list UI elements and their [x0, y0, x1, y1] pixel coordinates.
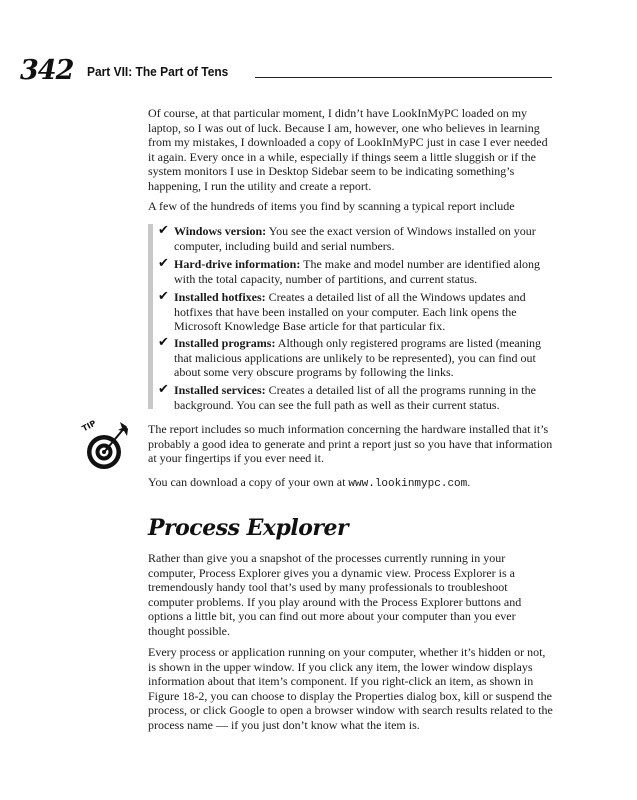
download-prefix: You can download a copy of your own at	[148, 475, 349, 489]
list-item	[158, 257, 554, 286]
check-icon: ✔	[158, 256, 169, 271]
intro-paragraph: Of course, at that particular moment, I didn’t have LookInMyPC loaded on my laptop, so I was out of luck. Because I am, however, one who believes in learning from my mistakes, I downloaded a copy of LookInMyPC just in case I ever needed it again. Every once in a while, especially if things seem a little sluggish or if the system monitors I use in Desktop Sidebar seem to be indicating something’s happening, I run the utility and create a report.	[148, 106, 548, 193]
bullet-desc: You see the exact version of Windows installed on your computer, including build and serial numbers.	[174, 224, 536, 253]
bullet-desc: Although only registered programs are listed (meaning that malicious applications are unlikely to be represented), you can find out about some very obscure programs by following the links.	[174, 336, 542, 380]
tip-paragraph: The report includes so much information concerning the hardware installed that it’s probably a good idea to generate and print a report just so you have that information at your fingertips if you ever need it.	[148, 422, 553, 466]
bullet-list	[148, 224, 553, 410]
bullet-desc: Creates a detailed list of all the programs running in the background. You can see the full path as well as their current status.	[174, 383, 536, 412]
list-item	[158, 336, 554, 380]
download-paragraph	[148, 475, 553, 492]
bullet-term: Hard-drive information:	[174, 257, 301, 271]
download-url[interactable]: www.lookinmypc.com	[348, 478, 468, 490]
bullet-term: Installed programs:	[174, 336, 276, 350]
tip-target-icon	[80, 412, 136, 474]
bullet-desc: Creates a detailed list of all the Windows updates and hotfixes that have been installed on your computer. Each link opens the Microsoft Knowledge Base article for that particular fix.	[174, 290, 526, 334]
bullet-term: Windows version:	[174, 224, 267, 238]
list-intro: A few of the hundreds of items you find by scanning a typical report include	[148, 199, 515, 213]
page-number: 342	[20, 55, 74, 86]
check-icon: ✔	[158, 335, 169, 350]
bullet-term: Installed services:	[174, 383, 266, 397]
bullet-term: Installed hotfixes:	[174, 290, 266, 304]
section-heading: Process Explorer	[148, 515, 349, 541]
bullet-list-sidebar	[148, 224, 153, 409]
bullet-desc: The make and model number are identified along with the total capacity, number of partitions, and current status.	[174, 257, 541, 286]
section-paragraph-1: Rather than give you a snapshot of the processes currently running in your computer, Process Explorer gives you a dynamic view. Process Explorer is a tremendously handy tool that’s used by many professionals to troubleshoot computer problems. If you play around with the Process Explorer buttons and options a little bit, you can find out more about your computer than you ever thought possible.	[148, 551, 522, 638]
section-paragraph-2: Every process or application running on your computer, whether it’s hidden or not, is shown in the upper window. If you click any item, the lower window displays information about that item’s component. If you right-click an item, as shown in Figure 18-2, you can choose to display the Properties dialog box, kill or suspend the process, or click Google to open a browser window with search results related to the process name — if you just don’t know what the item is.	[148, 645, 553, 732]
list-item	[158, 290, 554, 334]
page-header	[20, 56, 552, 86]
tip-label: TIP	[80, 418, 98, 434]
header-rule	[255, 77, 552, 78]
check-icon: ✔	[158, 382, 169, 397]
list-item	[158, 383, 554, 412]
list-item	[158, 224, 554, 253]
check-icon: ✔	[158, 223, 169, 238]
download-suffix: .	[467, 475, 471, 489]
check-icon: ✔	[158, 289, 169, 304]
part-title: Part VII: The Part of Tens	[87, 64, 229, 79]
